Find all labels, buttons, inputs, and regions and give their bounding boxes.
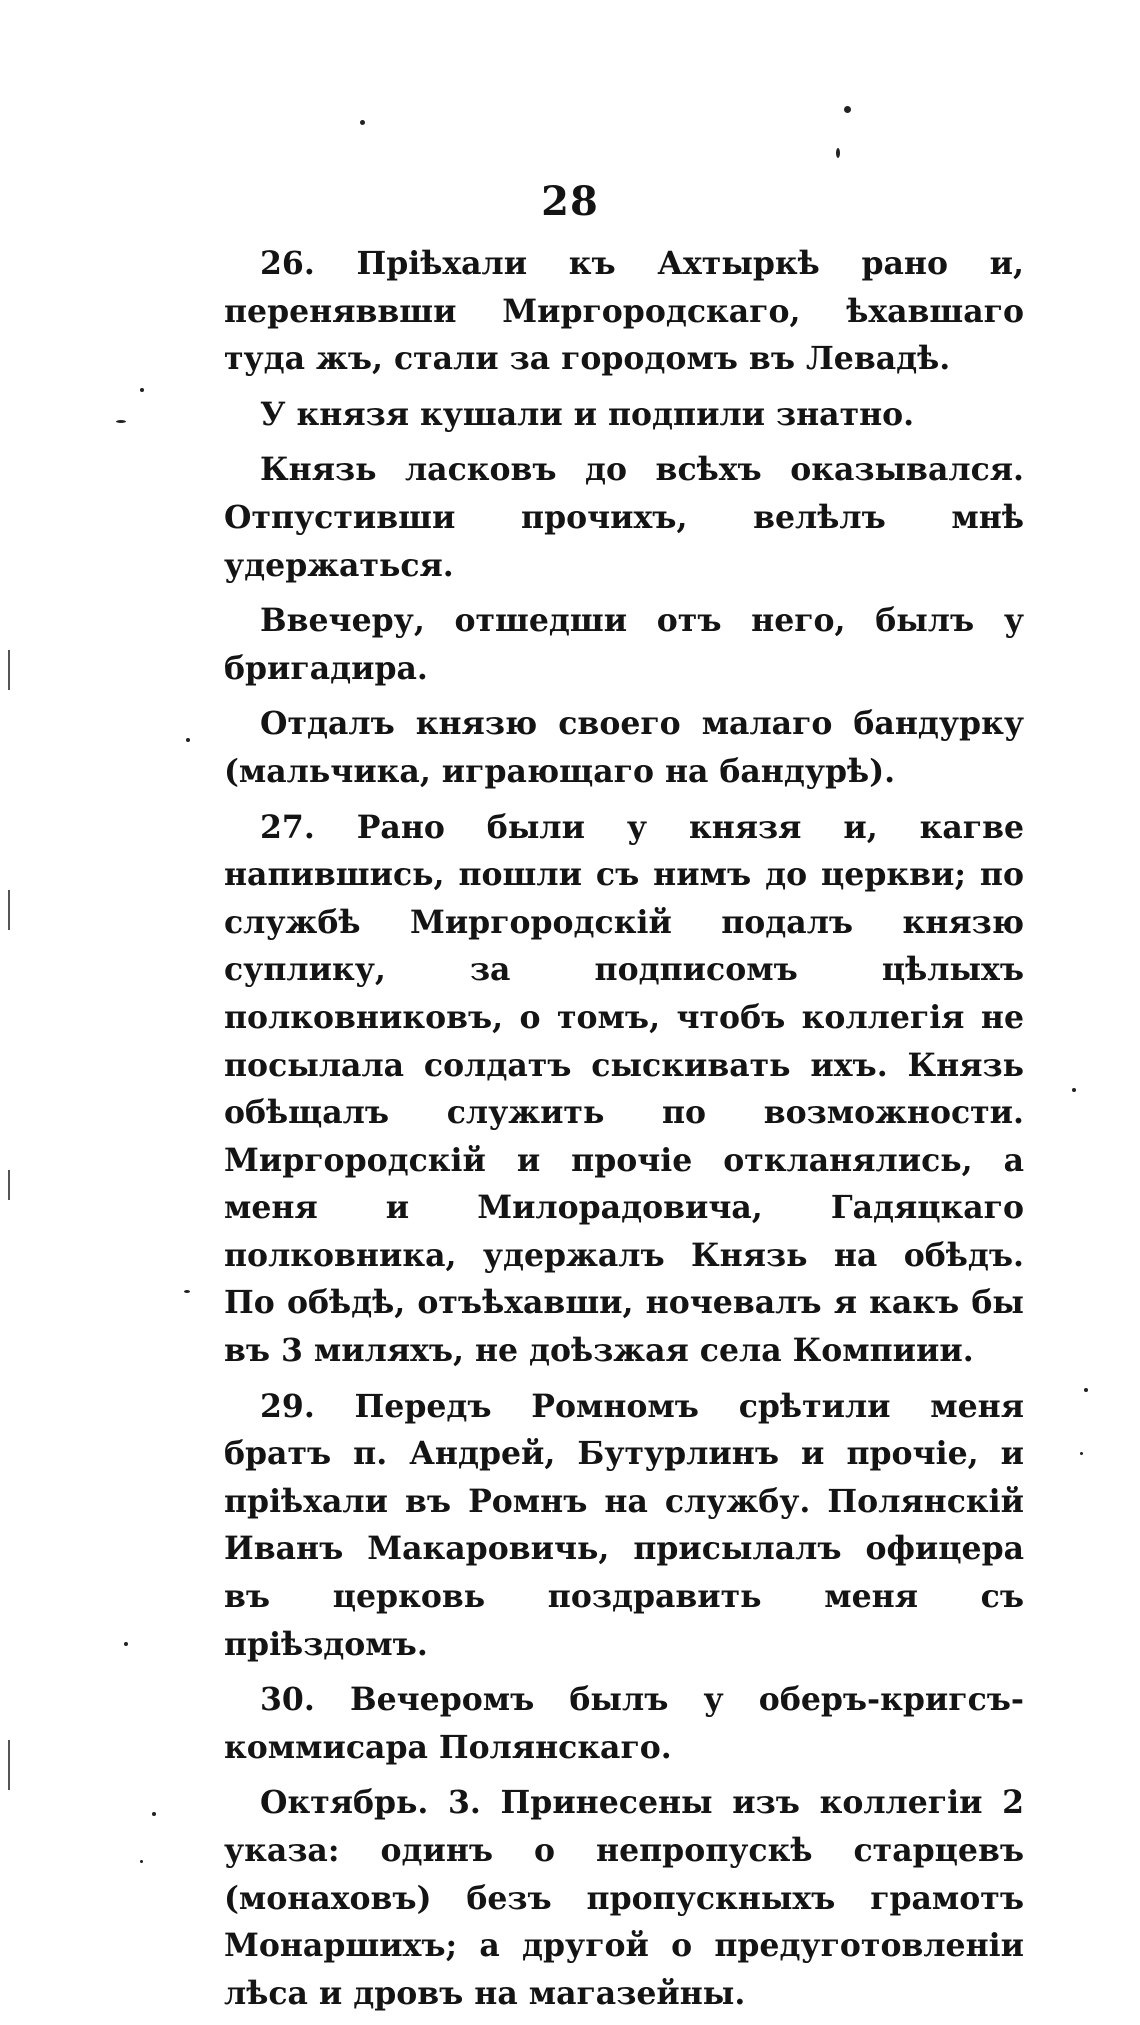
paragraph: 30. Вечеромъ былъ у оберъ-кригсъ-коммисара Полянскаго. <box>224 1681 1024 1766</box>
speck <box>140 388 144 392</box>
paragraph: Ввечеру, отшедши отъ него, былъ у бригадира. <box>224 602 1024 687</box>
paragraph: Князь ласковъ до всѣхъ оказывался. Отпустивши прочихъ, велѣлъ мнѣ удержаться. <box>224 451 1024 584</box>
paragraph: 27. Рано были у князя и, кагве напившись, пошли съ нимъ до церкви; по службѣ Миргородскій подалъ князю суплику, за подписомъ цѣлыхъ полковниковъ, о томъ, чтобъ коллегія не посылала солдатъ сыскивать ихъ. Князь обѣщалъ служить по возможности. Миргородскій и прочіе откланялись, а меня и Милорадовича, Гадяцкаго полковника, удержалъ Князь на обѣдъ. По обѣдѣ, отъѣхавши, ночевалъ я какъ бы въ 3 миляхъ, не доѣзжая села Компиии. <box>224 808 1024 1370</box>
speck <box>1084 1388 1088 1392</box>
speck <box>116 420 126 423</box>
paragraph: 26. Пріѣхали къ Ахтыркѣ рано и, переняввши Миргородскаго, ѣхавшаго туда жъ, стали за городомъ въ Левадѣ. <box>224 245 1024 378</box>
speck <box>1072 1088 1076 1092</box>
page-number: 28 <box>541 178 599 225</box>
speck <box>186 738 190 742</box>
speck <box>184 1290 190 1293</box>
speck <box>140 1860 143 1863</box>
speck <box>124 1642 128 1646</box>
speck <box>360 120 365 125</box>
paragraph: У князя кушали и подпили знатно. <box>260 395 915 433</box>
edge-mark <box>8 1740 10 1790</box>
speck <box>844 106 851 113</box>
edge-mark <box>8 1170 10 1200</box>
paragraph: Отдалъ князю своего малаго бандурку (мальчика, играющаго на бандурѣ). <box>224 705 1024 790</box>
paragraph: Октябрь. 3. Принесены изъ коллегіи 2 указа: одинъ о непропускѣ старцевъ (монаховъ) безъ пропускныхъ грамотъ Монаршихъ; а другой о предуготовленіи лѣса и дровъ на магазейны. <box>224 1784 1024 2012</box>
speck <box>152 1812 156 1816</box>
paragraph: 29. Передъ Ромномъ срѣтили меня братъ п. Андрей, Бутурлинъ и прочіе, и пріѣхали въ Ромнъ на службу. Полянскій Иванъ Макаровичь, присылалъ офицера въ церковь поздравить меня съ пріѣздомъ. <box>224 1387 1024 1663</box>
speck <box>836 148 840 158</box>
edge-mark <box>8 890 10 930</box>
speck <box>1080 1452 1083 1455</box>
page-text <box>224 240 1024 2025</box>
edge-mark <box>8 650 10 690</box>
